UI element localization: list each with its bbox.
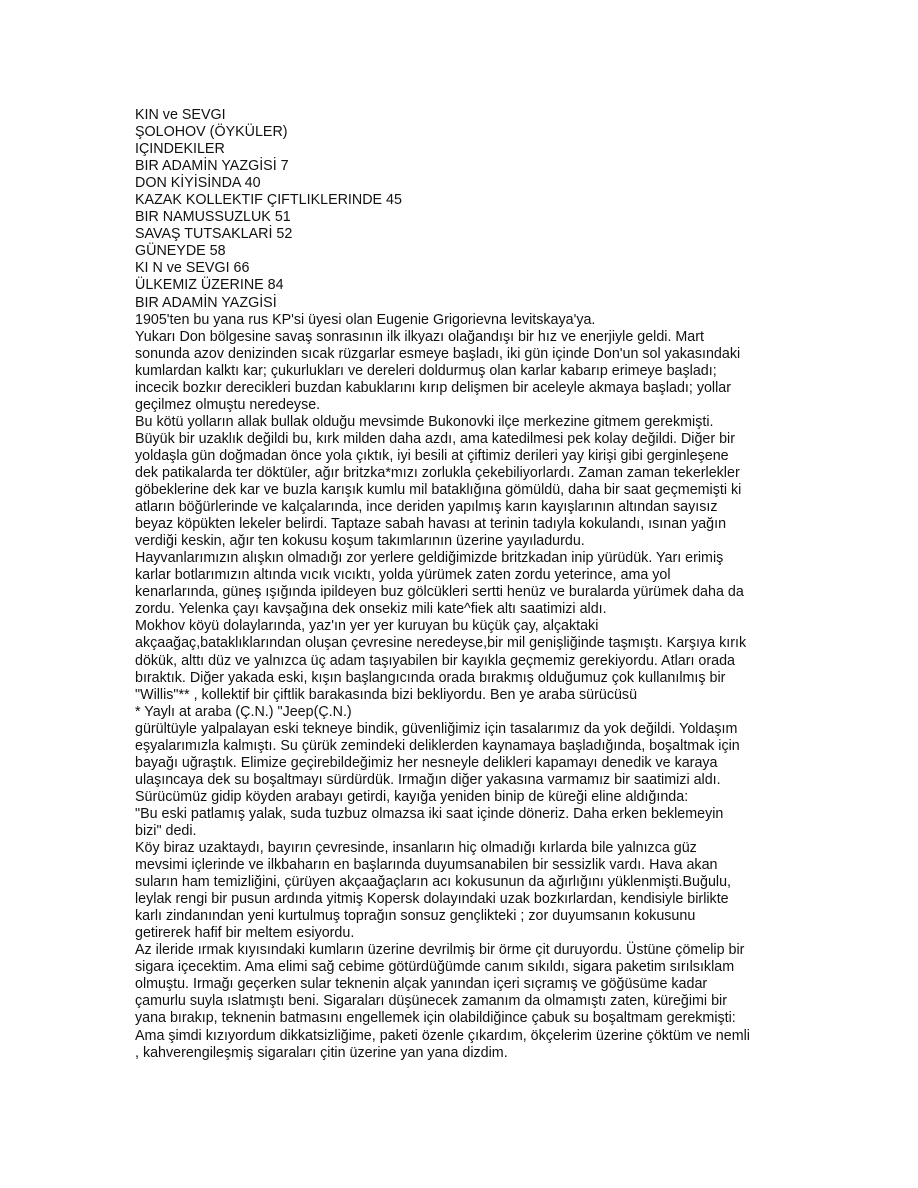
toc-entry: ÜLKEMIZ ÜZERINE 84 <box>135 277 284 294</box>
toc-entry: BIR NAMUSSUZLUK 51 <box>135 209 291 226</box>
text-line: , kahverengileşmiş sigaraları çitin üzerine yan yana dizdim. <box>135 1044 508 1061</box>
text-line: bıraktık. Diğer yakada eski, kışın başlangıcında orada bırakmış olduğumuz çok kullanılmış bir <box>135 669 726 686</box>
text-line: Ama şimdi kızıyordum dikkatsizliğime, paketi özenle çıkardım, ökçelerim üzerine çöktüm ve nemli <box>135 1027 750 1044</box>
text-line: ulaşıncaya dek su boşaltmayı sürdürdük. Irmağın diğer yakasına varmamız bir saatimizi aldı. <box>135 771 721 788</box>
paragraph <box>135 550 795 618</box>
toc-entry: KAZAK KOLLEKTIF ÇIFTLIKLERINDE 45 <box>135 192 402 209</box>
text-line: Az ileride ırmak kıyısındaki kumların üzerine devrilmiş bir örme çit duruyordu. Üstüne çömelip bir <box>135 942 745 959</box>
text-line: yana bırakıp, teknenin batmasını engellemek için olabildiğince çabuk su boşaltmam gerekmişti: <box>135 1010 736 1027</box>
text-line: eşyalarımızla kalmıştı. Su çürük zemindeki deliklerden kaynamaya başladığında, boşaltmak için <box>135 737 740 754</box>
text-line: yoldaşla gün doğmadan önce yola çıktık, iyi besili at çiftimiz derileri yay kirişi gibi gerginleşene <box>135 447 729 464</box>
text-line: Hayvanlarımızın alışkın olmadığı zor yerlere geldiğimizde britzkadan inip yürüdük. Yarı erimiş <box>135 550 724 567</box>
toc-heading: IÇINDEKILER <box>135 141 225 158</box>
text-line: Yukarı Don bölgesine savaş sonrasının ilk ilkyazı olağandışı bir hız ve enerjiyle geldi. Mart <box>135 328 704 345</box>
toc-entry: DON KİYİSİNDA 40 <box>135 175 261 192</box>
text-line: dek patikalarda ter döktüler, ağır britzka*mızı zorlukla çekebiliyorlardı. Zaman zaman tekerlekler <box>135 464 740 481</box>
text-line: kenarlarında, güneş ışığında ipildeyen buz gölcükleri sertti henüz ve buralarda yürümek daha da <box>135 584 744 601</box>
dedication: 1905'ten bu yana rus KP'si üyesi olan Eugenie Grigorievna levitskaya'ya. <box>135 311 596 328</box>
toc-entry: SAVAŞ TUTSAKLARİ 52 <box>135 226 293 243</box>
paragraph <box>135 329 795 414</box>
text-line: olmuştu. Irmağı geçerken sular teknenin alçak yanından içeri sıçramış ve göğüsüme kadar <box>135 976 708 993</box>
text-line: getirerek hafif bir meltem esiyordu. <box>135 925 355 942</box>
paragraph <box>135 942 795 1061</box>
text-line: dökük, alttı düz ve yalnızca üç adam taşıyabilen bir kayıkla geçmemiz gerekiyordu. Atları orada <box>135 652 735 669</box>
paragraph <box>135 414 795 550</box>
book-author: ŞOLOHOV (ÖYKÜLER) <box>135 124 288 141</box>
story-title: BIR ADAMİN YAZGİSİ <box>135 294 277 311</box>
text-line: "Willis"** , kollektif bir çiftlik barakasında bizi bekliyordu. Ben ye araba sürücüsü <box>135 686 638 703</box>
text-line: kumlardan kalktı kar; çukurlukları ve dereleri doldurmuş olan karlar kabarıp erimeye başladı; <box>135 362 717 379</box>
text-line: verdiği keskin, ağır ten kokusu koşum takımlarının üzerine yayıladurdu. <box>135 533 585 550</box>
text-line: bizi" dedi. <box>135 822 197 839</box>
text-line: karlı zindanından yeni kurtulmuş toprağın sonsuz gençlikteki ; zor duyumsanın kokusunu <box>135 908 696 925</box>
text-line: mevsimi içlerinde ve ilkbaharın en başlarında duyumsanabilen bir sessizlik vardı. Hava akan <box>135 857 718 874</box>
text-line: karlar botlarımızın altında vıcık vıcıktı, yolda yürümek zaten zordu yeterince, ama yol <box>135 567 671 584</box>
text-line: geçilmez olmuştu neredeyse. <box>135 396 321 413</box>
text-line: beyaz köpükten lekeler belirdi. Taptaze sabah havası at terinin tadıyla kokulandı, ısınan yağın <box>135 516 727 533</box>
toc-entry: BIR ADAMİN YAZGİSİ 7 <box>135 158 289 175</box>
text-line: Sürücümüz gidip köyden arabayı getirdi, kayığa yeniden binip de küreği eline aldığında: <box>135 788 689 805</box>
toc-entry: GÜNEYDE 58 <box>135 243 226 260</box>
text-line: suların ham temizliğini, çürüyen akçaağaçların acı kokusunun da ağırlığını yüklenmişti.Buğulu, <box>135 874 732 891</box>
text-line: "Bu eski patlamış yalak, suda tuzbuz olmazsa iki saat içinde döneriz. Daha erken beklemeyin <box>135 805 724 822</box>
paragraph <box>135 721 795 806</box>
text-line: sonunda azov denizinden sıcak rüzgarlar esmeye başladı, iki gün içinde Don'un sol yakasındaki <box>135 345 741 362</box>
text-line: gürültüyle yalpalayan eski tekneye bindik, güvenliğimiz için tasalarımız da yok değildi. Yoldaşım <box>135 720 738 737</box>
text-line: leylak rengi bir pusun ardında yitmiş Kopersk dolayındaki uzak bozkırlardan, kendisiyle birlikte <box>135 891 729 908</box>
text-line: atların böğürlerinde ve kalçalarında, ince deriden yapılmış karın kayışlarının altından sayısız <box>135 499 718 516</box>
text-line: Mokhov köyü dolaylarında, yaz'ın yer yer kuruyan bu küçük çay, alçaktaki <box>135 618 599 635</box>
toc-list <box>135 158 795 294</box>
paragraph <box>135 618 795 703</box>
text-line: Köy biraz uzaktaydı, bayırın çevresinde, insanların hiç olmadığı kırlarda bile yalnızca güz <box>135 840 697 857</box>
text-line: göbeklerine dek kar ve buzla karışık kumlu mil bataklığına gömüldü, daha bir saat geçmemişti ki <box>135 482 742 499</box>
toc-entry: KI N ve SEVGI 66 <box>135 260 250 277</box>
text-line: zordu. Yelenka çayı kavşağına dek onsekiz mili kate^fiek altı saatimizi aldı. <box>135 601 607 618</box>
text-line: bayağı uğraştık. Elimize geçirebildeğimiz her nesneyle delikleri kapamayı denedik ve karaya <box>135 754 718 771</box>
text-line: çamurlu suyla ıslatmıştı beni. Sigaraları düşünecek zamanım da olmamıştı zaten, küreğimi bir <box>135 993 727 1010</box>
paragraph <box>135 806 795 840</box>
text-line: sigara içecektim. Ama elimi sağ cebime götürdüğümde canım sıkıldı, sigara paketim sırılsıklam <box>135 959 735 976</box>
document-page <box>135 107 795 1062</box>
text-line: incecik bozkır derecikleri buzdan kabuklarını kırıp delişmen bir aceleyle akmaya başladı; yollar <box>135 379 731 396</box>
story-body <box>135 329 795 1062</box>
text-line: * Yaylı at araba (Ç.N.) "Jeep(Ç.N.) <box>135 703 352 720</box>
text-line: akçaağaç,bataklıklarından oluşan çevresine neredeyse,bir mil genişliğinde taşmıştı. Karşıya kırık <box>135 635 747 652</box>
paragraph <box>135 840 795 942</box>
text-line: Büyük bir uzaklık değildi bu, kırk milden daha azdı, ama katedilmesi pek kolay değildi. Diğer bir <box>135 430 735 447</box>
text-line: Bu kötü yolların allak bullak olduğu mevsimde Bukonovki ilçe merkezine gitmem gerekmişti. <box>135 413 714 430</box>
paragraph <box>135 704 795 721</box>
book-title: KIN ve SEVGI <box>135 107 226 123</box>
